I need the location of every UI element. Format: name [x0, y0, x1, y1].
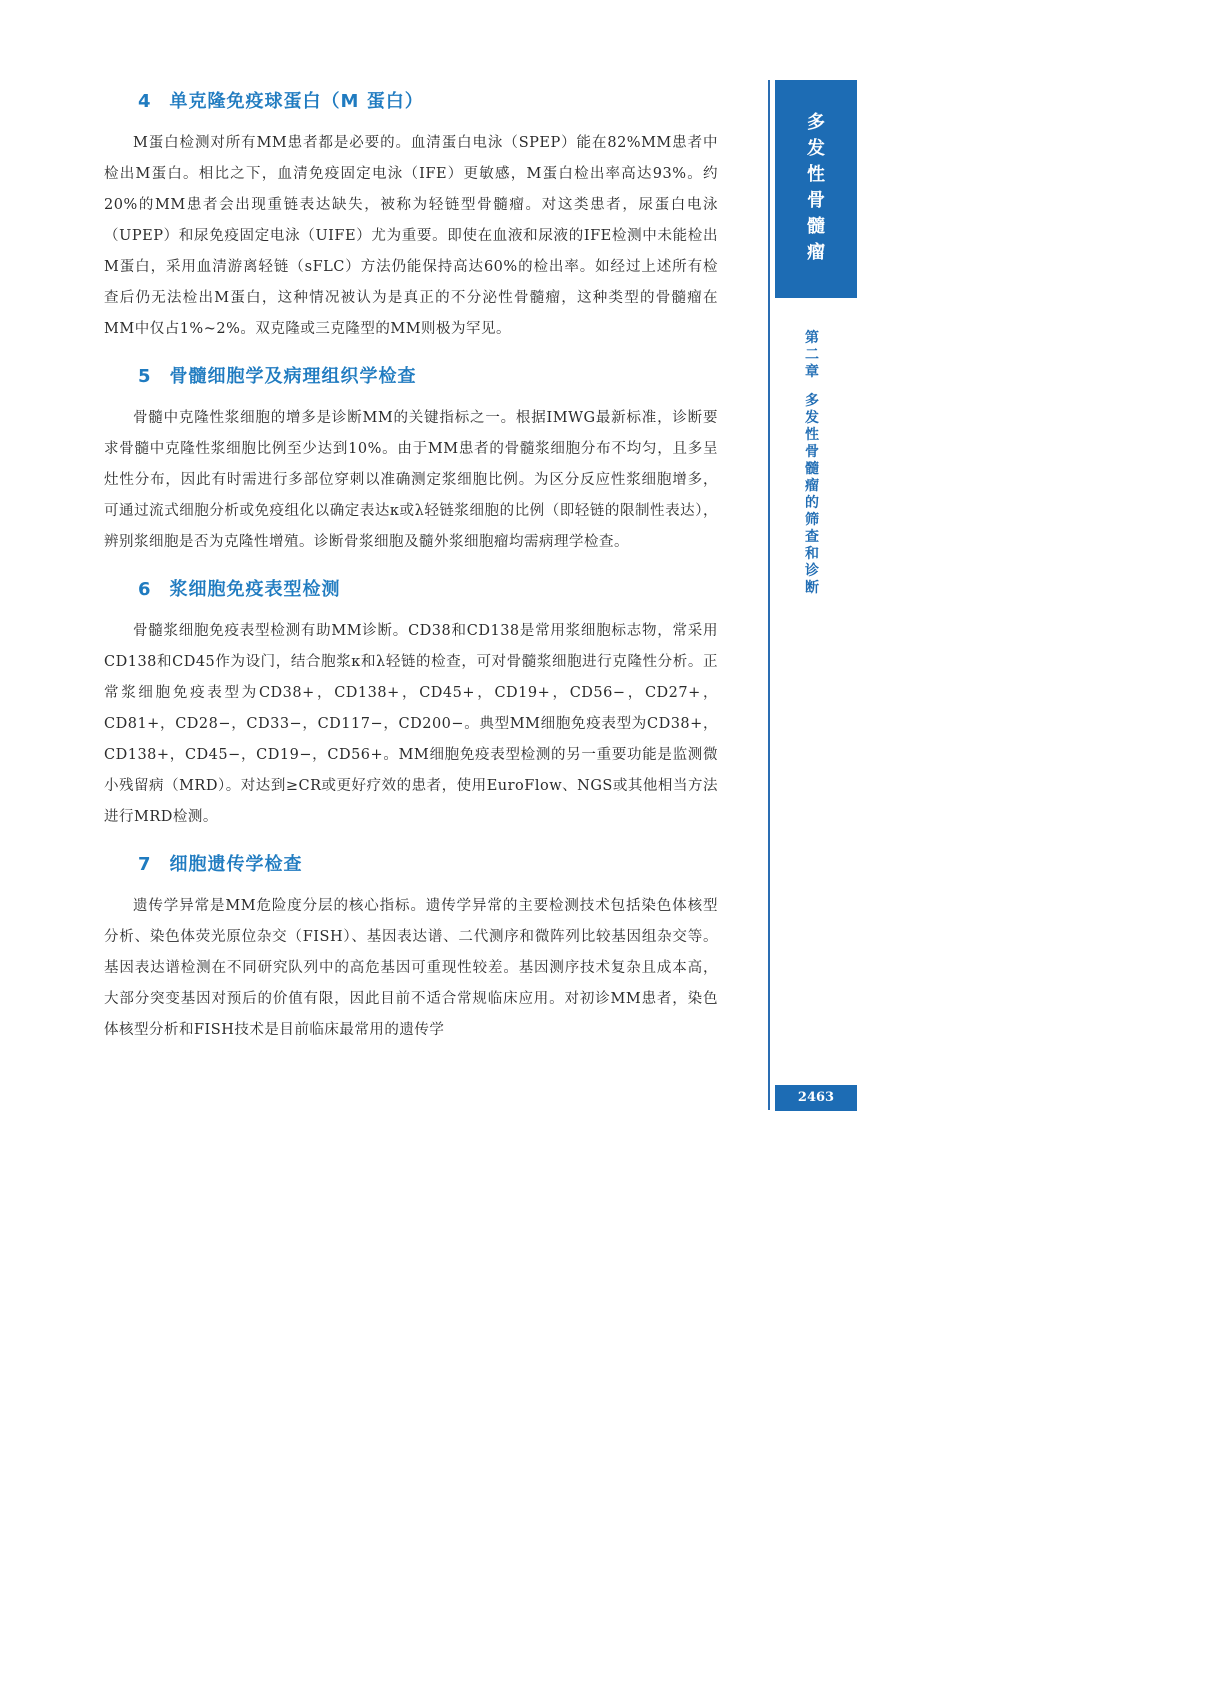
chapter-char: 筛 — [805, 512, 819, 528]
chapter-char: 性 — [805, 427, 819, 443]
section-body: 骨髓中克隆性浆细胞的增多是诊断MM的关键指标之一。根据IMWG最新标准，诊断要求骨髓中克隆性浆细胞比例至少达到10%。由于MM患者的骨髓浆细胞分布不均匀，且多呈灶性分布，因此有时需进行多部位穿刺以准确测定浆细胞比例。为区分反应性浆细胞增多，可通过流式细胞分析或免疫组化以确定表达κ或λ轻链浆细胞的比例（即轻链的限制性表达），辨别浆细胞是否为克隆性增殖。诊断骨浆细胞及髓外浆细胞瘤均需病理学检查。 — [104, 410, 718, 550]
section-body: M蛋白检测对所有MM患者都是必要的。血清蛋白电泳（SPEP）能在82%MM患者中检出M蛋白。相比之下，血清免疫固定电泳（IFE）更敏感，M蛋白检出率高达93%。约20%的MM患者会出现重链表达缺失，被称为轻链型骨髓瘤。对这类患者，尿蛋白电泳（UPEP）和尿免疫固定电泳（UIFE）尤为重要。即使在血液和尿液的IFE检测中未能检出M蛋白，采用血清游离轻链（sFLC）方法仍能保持高达60%的检出率。如经过上述所有检查后仍无法检出M蛋白，这种情况被认为是真正的不分泌性骨髓瘤，这种类型的骨髓瘤在MM中仅占1%~2%。双克隆或三克隆型的MM则极为罕见。 — [104, 135, 718, 337]
chapter-char: 断 — [805, 580, 819, 596]
chapter-char: 多 — [805, 393, 819, 409]
section-5 — [104, 361, 718, 558]
side-chapter-label — [800, 330, 824, 597]
chapter-char: 第 — [805, 330, 819, 346]
section-title: 骨髓细胞学及病理组织学检查 — [169, 366, 417, 387]
side-title-char: 发 — [807, 138, 825, 159]
section-7 — [104, 849, 718, 1046]
chapter-char: 的 — [805, 495, 819, 511]
section-number: 6 — [138, 579, 152, 600]
chapter-char: 发 — [805, 410, 819, 426]
section-body: 骨髓浆细胞免疫表型检测有助MM诊断。CD38和CD138是常用浆细胞标志物，常采用CD138和CD45作为设门，结合胞浆κ和λ轻链的检查，可对骨髓浆细胞进行克隆性分析。正常浆细胞免疫表型为CD38+，CD138+，CD45+，CD19+，CD56−，CD27+，CD81+，CD28−，CD33−，CD117−，CD200−。典型MM细胞免疫表型为CD38+，CD138+，CD45−，CD19−，CD56+。MM细胞免疫表型检测的另一重要功能是监测微小残留病（MRD）。对达到≥CR或更好疗效的患者，使用EuroFlow、NGS或其他相当方法进行MRD检测。 — [104, 623, 718, 825]
side-title-char: 髓 — [807, 216, 825, 237]
section-number: 5 — [138, 366, 152, 387]
section-title: 单克隆免疫球蛋白（M 蛋白） — [169, 91, 424, 112]
page-number: 2463 — [775, 1085, 857, 1111]
section-body: 遗传学异常是MM危险度分层的核心指标。遗传学异常的主要检测技术包括染色体核型分析、染色体荧光原位杂交（FISH）、基因表达谱、二代测序和微阵列比较基因组杂交等。基因表达谱检测在不同研究队列中的高危基因可重现性较差。基因测序技术复杂且成本高，大部分突变基因对预后的价值有限，因此目前不适合常规临床应用。对初诊MM患者，染色体核型分析和FISH技术是目前临床最常用的遗传学 — [104, 898, 718, 1038]
main-content — [104, 86, 718, 1062]
side-title-char: 瘤 — [807, 242, 825, 263]
side-title-char: 性 — [807, 164, 825, 185]
side-title-char: 多 — [807, 112, 825, 133]
chapter-char: 髓 — [805, 461, 819, 477]
section-heading — [138, 361, 718, 393]
side-title-block — [775, 80, 857, 298]
section-number: 4 — [138, 91, 152, 112]
section-title: 细胞遗传学检查 — [169, 854, 303, 875]
section-heading — [138, 849, 718, 881]
section-number: 7 — [138, 854, 152, 875]
chapter-char: 查 — [805, 529, 819, 545]
chapter-char: 骨 — [805, 444, 819, 460]
chapter-char: 诊 — [805, 563, 819, 579]
chapter-char: 瘤 — [805, 478, 819, 494]
section-title: 浆细胞免疫表型检测 — [169, 579, 341, 600]
section-4 — [104, 86, 718, 345]
side-title-char: 骨 — [807, 190, 825, 211]
margin-rule — [768, 80, 770, 1110]
section-heading — [138, 574, 718, 606]
section-6 — [104, 574, 718, 833]
section-heading — [138, 86, 718, 118]
chapter-char: 二 — [805, 347, 819, 363]
chapter-char: 和 — [805, 546, 819, 562]
chapter-char: 章 — [805, 364, 819, 380]
